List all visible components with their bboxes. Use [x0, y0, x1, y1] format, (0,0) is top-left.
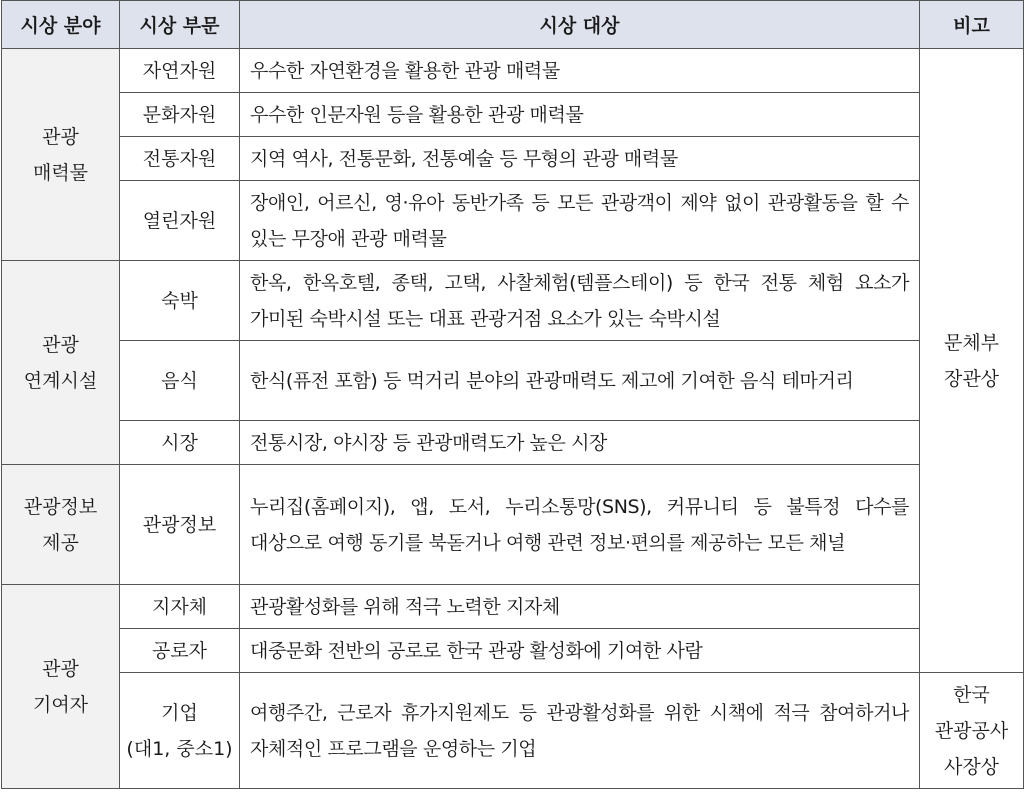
- target-cell: 누리집(홈페이지), 앱, 도서, 누리소통망(SNS), 커뮤니티 등 불특정 다수를 대상으로 여행 동기를 북돋거나 여행 관련 정보·편의를 제공하는 모든 채널: [240, 465, 920, 585]
- table-row: [2, 629, 1024, 673]
- category-cell: 음식: [120, 341, 240, 421]
- category-cell: 시장: [120, 421, 240, 465]
- table-row: [2, 585, 1024, 629]
- field-contributors: 관광 기여자: [2, 585, 120, 789]
- category-cell: 문화자원: [120, 93, 240, 137]
- header-category: 시상 부문: [120, 1, 240, 49]
- target-cell: 장애인, 어르신, 영·유아 동반가족 등 모든 관광객이 제약 없이 관광활동을 할 수 있는 무장애 관광 매력물: [240, 181, 920, 261]
- award-table: [1, 0, 1024, 789]
- table-row: [2, 49, 1024, 93]
- category-cell: 숙박: [120, 261, 240, 341]
- field-information: 관광정보 제공: [2, 465, 120, 585]
- field-attractions: 관광 매력물: [2, 49, 120, 261]
- category-cell: 열린자원: [120, 181, 240, 261]
- table-row: [2, 93, 1024, 137]
- header-target: 시상 대상: [240, 1, 920, 49]
- category-cell: 자연자원: [120, 49, 240, 93]
- table-row: [2, 261, 1024, 341]
- category-cell: 관광정보: [120, 465, 240, 585]
- target-cell: 한옥, 한옥호텔, 종택, 고택, 사찰체험(템플스테이) 등 한국 전통 체험 요소가 가미된 숙박시설 또는 대표 관광거점 요소가 있는 숙박시설: [240, 261, 920, 341]
- table-row: [2, 137, 1024, 181]
- header-field: 시상 분야: [2, 1, 120, 49]
- category-cell: 공로자: [120, 629, 240, 673]
- target-cell: 여행주간, 근로자 휴가지원제도 등 관광활성화를 위한 시책에 적극 참여하거나 자체적인 프로그램을 운영하는 기업: [240, 673, 920, 789]
- table-row: [2, 465, 1024, 585]
- note-kto: 한국 관광공사 사장상: [920, 673, 1024, 789]
- header-row: [2, 1, 1024, 49]
- table-row: [2, 341, 1024, 421]
- field-facilities: 관광 연계시설: [2, 261, 120, 465]
- table-row: [2, 421, 1024, 465]
- target-cell: 관광활성화를 위해 적극 노력한 지자체: [240, 585, 920, 629]
- table-row: [2, 181, 1024, 261]
- table-row: [2, 673, 1024, 789]
- target-cell: 우수한 인문자원 등을 활용한 관광 매력물: [240, 93, 920, 137]
- target-cell: 전통시장, 야시장 등 관광매력도가 높은 시장: [240, 421, 920, 465]
- header-note: 비고: [920, 1, 1024, 49]
- category-cell: 기업 (대1, 중소1): [120, 673, 240, 789]
- target-cell: 대중문화 전반의 공로로 한국 관광 활성화에 기여한 사람: [240, 629, 920, 673]
- target-cell: 지역 역사, 전통문화, 전통예술 등 무형의 관광 매력물: [240, 137, 920, 181]
- target-cell: 한식(퓨전 포함) 등 먹거리 분야의 관광매력도 제고에 기여한 음식 테마거리: [240, 341, 920, 421]
- category-cell: 전통자원: [120, 137, 240, 181]
- note-minister: 문체부 장관상: [920, 49, 1024, 673]
- category-cell: 지자체: [120, 585, 240, 629]
- target-cell: 우수한 자연환경을 활용한 관광 매력물: [240, 49, 920, 93]
